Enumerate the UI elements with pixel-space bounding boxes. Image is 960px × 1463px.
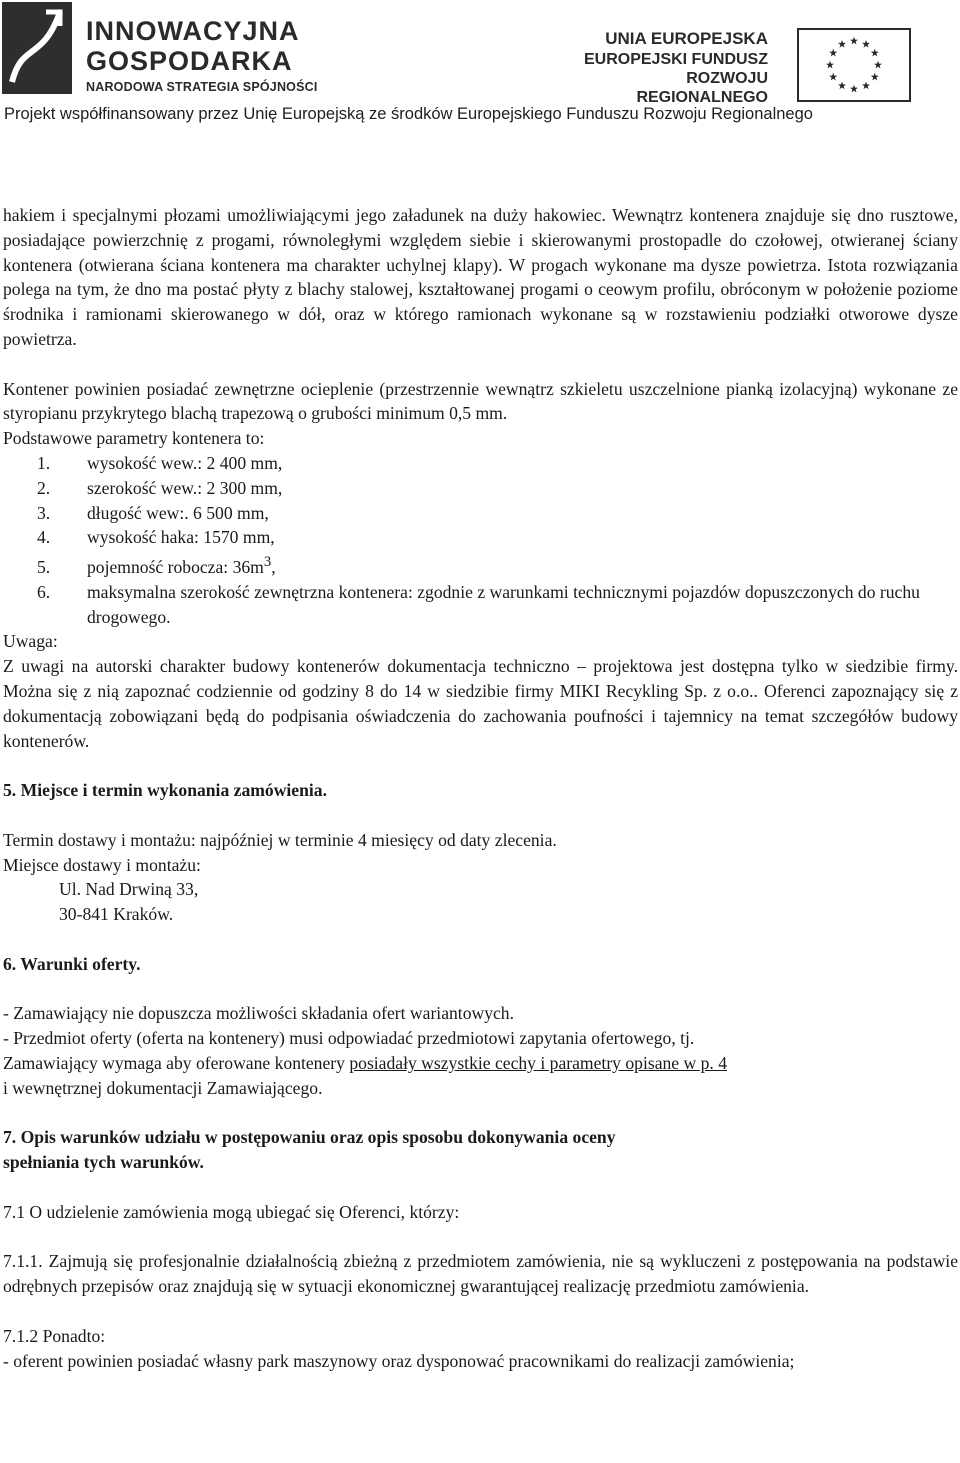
offer-condition-2: - Przedmiot oferty (oferta na kontenery) musi odpowiadać przedmiotowi zapytania ofertowego, tj. (3, 1028, 695, 1049)
eu-flag-icon (797, 28, 911, 102)
offer-condition-1: - Zamawiający nie dopuszcza możliwości składania ofert wariantowych. (3, 1003, 514, 1024)
clause-7-1-2-text: - oferent powinien posiadać własny park maszynowy oraz dysponować pracownikami do realizacji zamówienia; (3, 1350, 795, 1371)
section-6-heading: 6. Warunki oferty. (3, 953, 141, 974)
clause-7-1: 7.1 O udzielenie zamówienia mogą ubiegać się Oferenci, którzy: (3, 1201, 460, 1222)
list-item (3, 451, 958, 476)
logo-right-line3: ROZWOJU REGIONALNEGO (636, 70, 768, 106)
offer-condition-3-text: Zamawiający wymaga aby oferowane kontenery (3, 1052, 350, 1073)
logo-left-line2: GOSPODARKA (86, 46, 293, 76)
clause-7-1-1: 7.1.1. Zajmują się profesjonalnie działalnością zbieżną z przedmiotem zamówienia, nie są wykluczeni z postępowania na podstawie odrębnych przepisów oraz znajdują się w sytuacji ekonomicznej gwarantującej realizację przedmiotu zamówienia. (3, 1251, 958, 1297)
unia-europejska-logo (560, 28, 912, 104)
list-item-tail: , (271, 557, 276, 578)
document-body (3, 203, 958, 1373)
clause-7-1-2-label: 7.1.2 Ponadto: (3, 1325, 106, 1346)
list-item (3, 580, 958, 630)
innowacyjna-gospodarka-wordmark (86, 16, 318, 94)
delivery-term: Termin dostawy i montażu: najpóźniej w terminie 4 miesięcy od daty zlecenia. (3, 829, 557, 850)
address-line-1: Ul. Nad Drwiną 33, (59, 879, 199, 900)
paragraph-container-description: hakiem i specjalnymi płozami umożliwiającymi jego załadunek na duży hakowiec. Wewnątrz kontenera znajduje się dno rusztowe, posiadające powierzchnię z progami, równoległymi względem siebie i skierowanymi prostopadle do czołowej, otwieranej ściany kontenera (otwierana ściana kontenera ma charakter uchylnej klapy). W progach wykonane ma dysze powietrza. Istota rozwiązania polega na tym, że dno ma postać płyty z blachy stalowej, kształtowanej progami o ceowym profilu, obróconym w położenie poziome środnika i ramionami skierowanego w dół, oraz w którego ramionach wykonane są w rozstawieniu podziałki otworowe dysze powietrza. (3, 205, 958, 349)
list-item-number: 4. (37, 527, 51, 548)
list-item-text: wysokość haka: 1570 mm, (87, 527, 275, 548)
offer-condition-3 (3, 1051, 958, 1076)
unia-europejska-wordmark (560, 28, 768, 107)
offer-condition-3-underlined: posiadały wszystkie cechy i parametry opisane w p. 4 (349, 1052, 728, 1073)
list-item (3, 550, 958, 580)
list-item-number: 3. (37, 502, 51, 523)
list-item-text: pojemność robocza: 36m (87, 557, 264, 578)
section-7-heading-line2: spełniania tych warunków. (3, 1152, 204, 1173)
innowacyjna-gospodarka-emblem-icon (2, 2, 72, 94)
list-item (3, 501, 958, 526)
list-item-text: wysokość wew.: 2 400 mm, (87, 452, 283, 473)
list-item-number: 5. (37, 557, 51, 578)
paragraph-insulation: Kontener powinien posiadać zewnętrzne ocieplenie (przestrzennie wewnątrz szkieletu uszczelnione pianką izolacyjną) wykonane ze styropianu przykrytego blachą trapezową o grubości minimum 0,5 mm. (3, 378, 958, 424)
innowacyjna-gospodarka-logo (2, 2, 332, 94)
list-item-number: 2. (37, 477, 51, 498)
list-item-text: szerokość wew.: 2 300 mm, (87, 477, 283, 498)
list-item-text: długość wew:. 6 500 mm, (87, 502, 269, 523)
superscript-cubed: 3 (263, 554, 272, 571)
list-item (3, 525, 958, 550)
address-line-2: 30-841 Kraków. (59, 904, 174, 925)
offer-condition-4: i wewnętrznej dokumentacji Zamawiającego. (3, 1077, 323, 1098)
page-header (0, 0, 960, 123)
parameters-list (3, 451, 958, 629)
list-item-text: maksymalna szerokość zewnętrzna kontenera: zgodnie z warunkami technicznymi pojazdów dopuszczonych do ruchu drogowego. (87, 581, 920, 627)
cofinancing-caption: Projekt współfinansowany przez Unię Europejską ze środków Europejskiego Funduszu Rozwoju Regionalnego (4, 105, 813, 123)
list-item (3, 476, 958, 501)
logo-right-line2: EUROPEJSKI FUNDUSZ (583, 51, 768, 68)
section-5-heading: 5. Miejsce i termin wykonania zamówienia. (3, 780, 327, 801)
logo-right-line1: UNIA EUROPEJSKA (605, 29, 768, 48)
list-item-number: 6. (37, 581, 51, 602)
section-7-heading-line1: 7. Opis warunków udziału w postępowaniu oraz opis sposobu dokonywania oceny (3, 1127, 616, 1148)
uwaga-label: Uwaga: (3, 631, 58, 652)
params-title: Podstawowe parametry kontenera to: (3, 428, 265, 449)
list-item-number: 1. (37, 452, 51, 473)
logo-left-line3: NARODOWA STRATEGIA SPÓJNOŚCI (86, 80, 318, 94)
delivery-place-label: Miejsce dostawy i montażu: (3, 854, 201, 875)
logo-left-line1: INNOWACYJNA (86, 16, 300, 46)
uwaga-text: Z uwagi na autorski charakter budowy kontenerów dokumentacja techniczno – projektowa jest dostępna tylko w siedzibie firmy. Można się z nią zapoznać codziennie od godziny 8 do 14 w siedzibie firmy MIKI Recykling Sp. z o.o.. Oferenci zapoznający się z dokumentacją zobowiązani będą do podpisania oświadczenia do zachowania poufności i tajemnicy na temat szczegółów budowy kontenerów. (3, 656, 958, 751)
